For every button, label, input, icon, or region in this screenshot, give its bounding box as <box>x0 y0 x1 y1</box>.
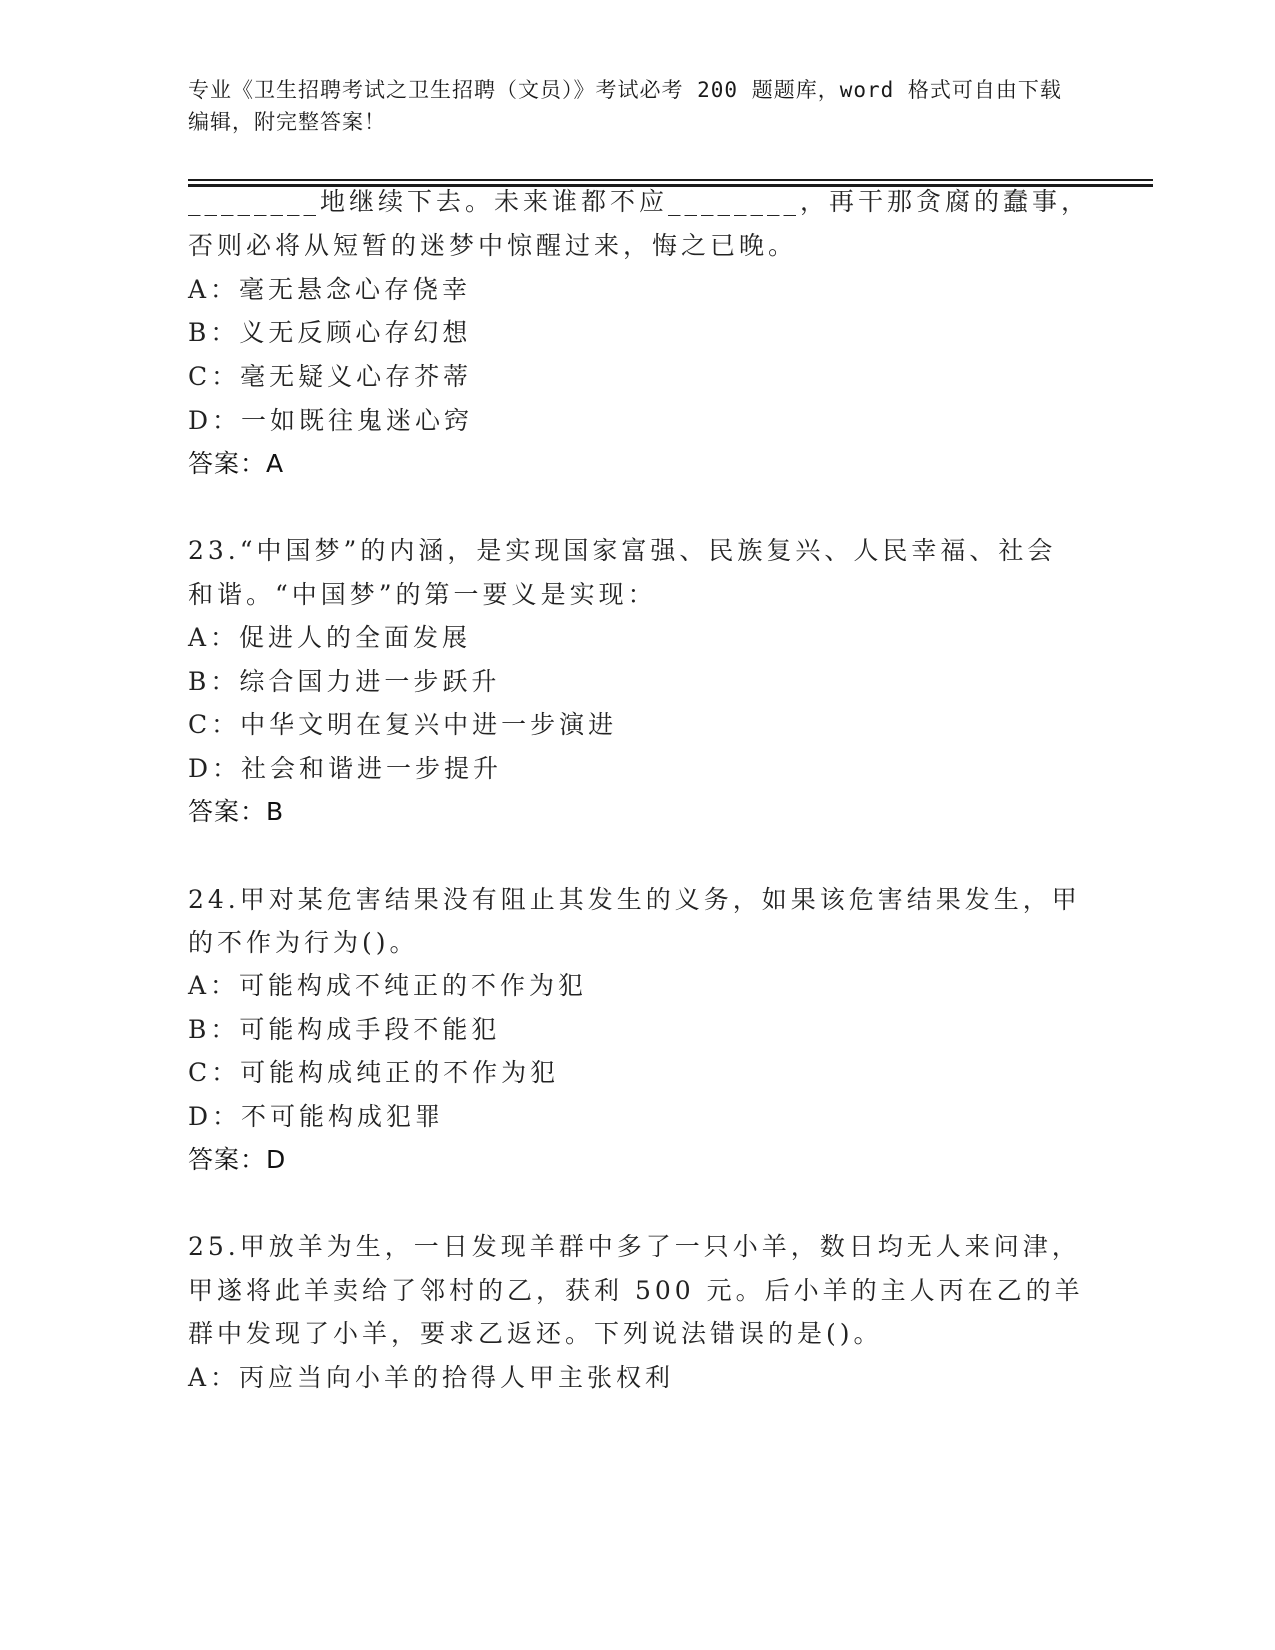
question-text-line: 否则必将从短暂的迷梦中惊醒过来，悔之已晚。 <box>188 231 798 260</box>
question-text-line: ________地继续下去。未来谁都不应________，再干那贪腐的蠢事， <box>188 187 1091 216</box>
question-text-line: 甲遂将此羊卖给了邻村的乙，获利 500 元。后小羊的主人丙在乙的羊 <box>188 1276 1084 1305</box>
option-a: A：可能构成不纯正的不作为犯 <box>188 971 588 1000</box>
document-header: 专业《卫生招聘考试之卫生招聘（文员）》考试必考 200 题题库，word 格式可自由下载编辑，附完整答案！ <box>188 78 1062 134</box>
option-a: A：促进人的全面发展 <box>188 623 472 652</box>
answer-line: 答案：B <box>188 797 285 826</box>
question-text-line: 23.“中国梦”的内涵，是实现国家富强、民族复兴、人民幸福、社会 <box>188 536 1057 565</box>
option-b: B：综合国力进一步跃升 <box>188 667 501 696</box>
option-c: C：毫无疑义心存芥蒂 <box>188 362 473 391</box>
option-a: A：毫无悬念心存侥幸 <box>188 275 472 304</box>
question-text-line: 的不作为行为()。 <box>188 928 419 957</box>
option-b: B：可能构成手段不能犯 <box>188 1015 501 1044</box>
question-text-line: 25.甲放羊为生，一日发现羊群中多了一只小羊，数日均无人来问津， <box>188 1232 1081 1261</box>
option-c: C：中华文明在复兴中进一步演进 <box>188 710 618 739</box>
option-c: C：可能构成纯正的不作为犯 <box>188 1058 560 1087</box>
question-text-line: 24.甲对某危害结果没有阻止其发生的义务，如果该危害结果发生，甲 <box>188 885 1081 914</box>
option-b: B：义无反顾心存幻想 <box>188 318 472 347</box>
answer-line: 答案：D <box>188 1145 287 1174</box>
question-text-line: 群中发现了小羊，要求乙返还。下列说法错误的是()。 <box>188 1319 883 1348</box>
option-a: A：丙应当向小羊的拾得人甲主张权利 <box>188 1363 675 1392</box>
option-d: D：社会和谐进一步提升 <box>188 754 503 783</box>
option-d: D：一如既往鬼迷心窍 <box>188 406 474 435</box>
question-text-line: 和谐。“中国梦”的第一要义是实现： <box>188 580 657 609</box>
answer-line: 答案：A <box>188 449 285 478</box>
option-d: D：不可能构成犯罪 <box>188 1102 445 1131</box>
header-rule-thin <box>188 179 1153 181</box>
